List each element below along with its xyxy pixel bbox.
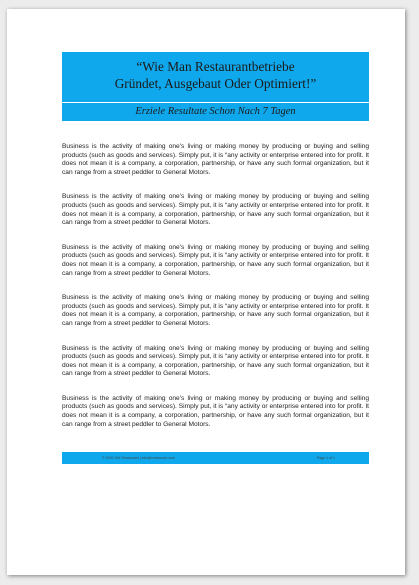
title-box (62, 52, 369, 102)
title-line-2: Gründet, Ausgebaut Oder Optimiert!” (114, 76, 317, 91)
footer-page-number: Page 1 of 1 (316, 456, 335, 460)
title-line-1: “Wie Man Restaurantbetriebe (136, 59, 295, 74)
paragraph-2: Business is the activity of making one's living or making money by producing or buying and selling products (such as goods and services). Simply put, it is “any activity or enterprise entered into for profit. It does not mean it is a company, a corporation, partnership, or have any such formal organization, but it can range from a street peddler to General Motors. (62, 193, 369, 227)
paragraph-4: Business is the activity of making one's living or making money by producing or buying and selling products (such as goods and services). Simply put, it is “any activity or enterprise entered into for profit. It does not mean it is a company, a corporation, partnership, or have any such formal organization, but it can range from a street peddler to General Motors. (62, 294, 369, 327)
page-footer (62, 452, 369, 464)
paragraph-3: Business is the activity of making one's living or making money by producing or buying and selling products (such as goods and services). Simply put, it is “any activity or enterprise entered into for profit. It does not mean it is a company, a corporation, partnership, or have any such formal organization, but it can range from a street peddler to General Motors. (62, 243, 369, 277)
paragraph-1: Business is the activity of making one's living or making money by producing or buying and selling products (such as goods and services). Simply put, it is “any activity or enterprise entered into for profit. It does not mean it is a company, a corporation, partnership, or have any such formal organization, but it can range from a street peddler to General Motors. (62, 143, 369, 176)
subtitle: Erziele Resultate Schon Nach 7 Tagen (62, 103, 369, 121)
paragraph-5: Business is the activity of making one's living or making money by producing or buying and selling products (such as goods and services). Simply put, it is “any activity or enterprise entered into for profit. It does not mean it is a company, a corporation, partnership, or have any such formal organization, but it can range from a street peddler to General Motors. (62, 344, 369, 378)
paragraph-6: Business is the activity of making one's living or making money by producing or buying and selling products (such as goods and services). Simply put, it is “any activity or enterprise entered into for profit. It does not mean it is a company, a corporation, partnership, or have any such formal organization, but it can range from a street peddler to General Motors. (62, 394, 369, 428)
footer-copyright: © 2020 Old Restaurant | info@restaurant.com (102, 456, 176, 460)
document-page (7, 9, 405, 575)
body-text (62, 143, 369, 445)
